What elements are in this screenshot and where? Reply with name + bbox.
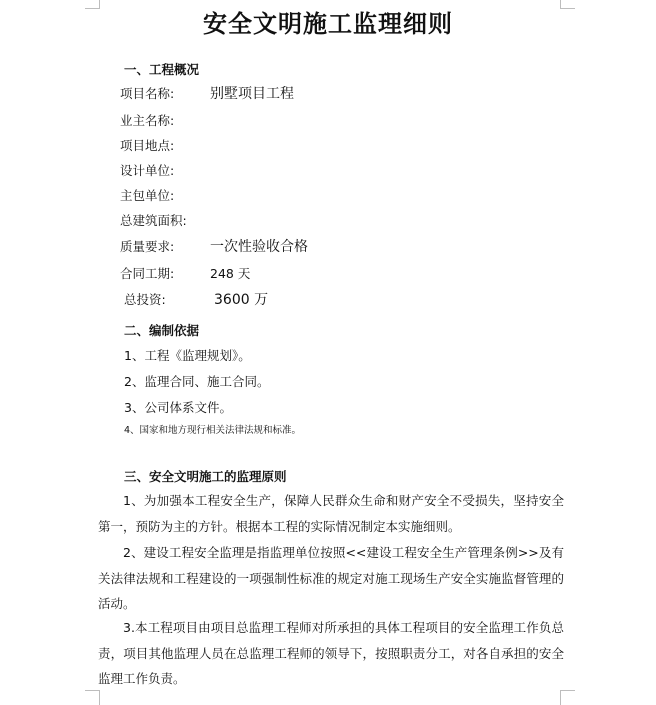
paragraph: 1、为加强本工程安全生产，保障人民群众生命和财产安全不受损失，坚持安全第一，预防为主的方针。根据本工程的实际情况制定本实施细则。 bbox=[98, 493, 564, 534]
info-label: 总建筑面积: bbox=[120, 213, 187, 228]
list-item: 3、公司体系文件。 bbox=[124, 400, 232, 415]
section-heading-overview: 一、工程概况 bbox=[124, 62, 200, 77]
info-row-investment bbox=[124, 289, 268, 311]
list-item: 2、监理合同、施工合同。 bbox=[124, 374, 270, 389]
info-row-area bbox=[120, 210, 210, 232]
paragraph: 2、建设工程安全监理是指监理单位按照<<建设工程安全生产管理条例>>及有关法律法规和工程建设的一项强制性标准的规定对施工现场生产安全实施监督管理的活动。 bbox=[98, 545, 564, 611]
info-label: 合同工期: bbox=[120, 266, 175, 281]
info-value: 3600 万 bbox=[214, 292, 269, 308]
info-label: 项目地点: bbox=[120, 138, 175, 153]
info-value: 一次性验收合格 bbox=[210, 239, 308, 255]
list-item: 1、工程《监理规划》。 bbox=[124, 348, 251, 363]
info-label: 业主名称: bbox=[120, 113, 175, 128]
info-label: 设计单位: bbox=[120, 163, 175, 178]
section-heading-principles: 三、安全文明施工的监理原则 bbox=[124, 469, 287, 484]
list-item: 4、国家和地方现行相关法律法规和标准。 bbox=[124, 425, 302, 436]
info-row-designer bbox=[120, 160, 210, 182]
paragraph: 3.本工程项目由项目总监理工程师对所承担的具体工程项目的安全监理工作负总责，项目其他监理人员在总监理工程师的领导下，按照职责分工，对各自承担的安全监理工作负责。 bbox=[98, 620, 564, 686]
info-row-project-name bbox=[120, 83, 294, 105]
info-value: 248 天 bbox=[210, 266, 251, 281]
info-label: 质量要求: bbox=[120, 239, 175, 254]
info-row-owner bbox=[120, 110, 210, 132]
info-value: 别墅项目工程 bbox=[210, 86, 294, 102]
info-row-duration bbox=[120, 263, 250, 285]
info-row-quality bbox=[120, 236, 308, 258]
info-row-contractor bbox=[120, 185, 210, 207]
info-row-location bbox=[120, 135, 210, 157]
document-title: 安全文明施工监理细则 bbox=[203, 9, 453, 38]
info-label: 项目名称: bbox=[120, 86, 175, 101]
section-heading-basis: 二、编制依据 bbox=[124, 323, 200, 338]
info-label: 主包单位: bbox=[120, 188, 175, 203]
info-label: 总投资: bbox=[124, 292, 166, 307]
